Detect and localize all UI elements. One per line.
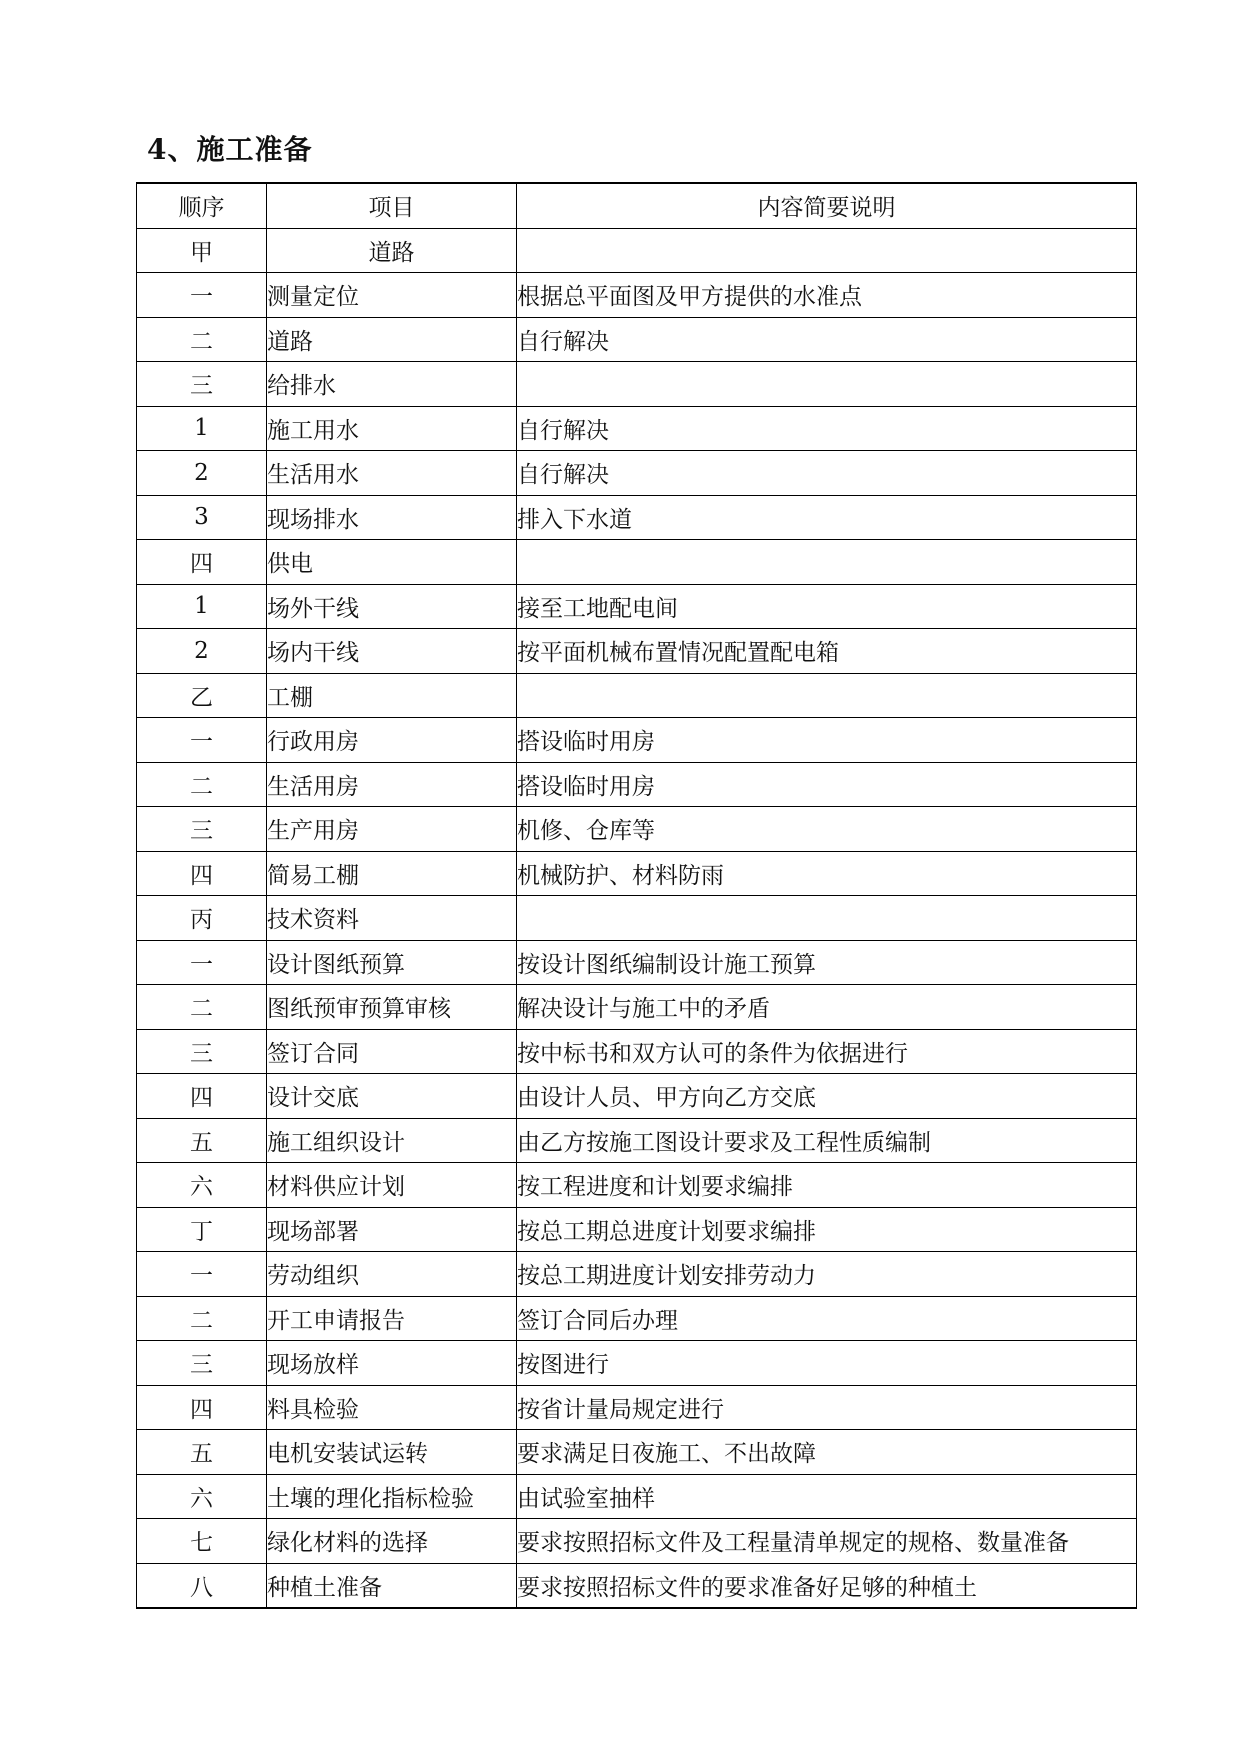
cell-description: 根据总平面图及甲方提供的水准点 xyxy=(517,273,1137,318)
cell-sequence: 六 xyxy=(137,1163,267,1208)
cell-description: 由试验室抽样 xyxy=(517,1474,1137,1519)
cell-sequence: 三 xyxy=(137,362,267,407)
cell-description: 按总工期进度计划安排劳动力 xyxy=(517,1252,1137,1297)
table-row xyxy=(137,1474,1137,1519)
cell-item: 料具检验 xyxy=(267,1385,517,1430)
cell-description: 由乙方按施工图设计要求及工程性质编制 xyxy=(517,1118,1137,1163)
table-row xyxy=(137,896,1137,941)
table-row xyxy=(137,851,1137,896)
table-row xyxy=(137,1430,1137,1475)
cell-item: 现场排水 xyxy=(267,495,517,540)
cell-description: 按平面机械布置情况配置配电箱 xyxy=(517,629,1137,674)
cell-item: 现场放样 xyxy=(267,1341,517,1386)
table-row xyxy=(137,584,1137,629)
table-row xyxy=(137,985,1137,1030)
cell-item: 现场部署 xyxy=(267,1207,517,1252)
table-row xyxy=(137,629,1137,674)
cell-sequence: 三 xyxy=(137,1341,267,1386)
table-row xyxy=(137,495,1137,540)
table-row xyxy=(137,451,1137,496)
table-row xyxy=(137,1563,1137,1608)
cell-description: 由设计人员、甲方向乙方交底 xyxy=(517,1074,1137,1119)
table-row xyxy=(137,1074,1137,1119)
cell-description: 搭设临时用房 xyxy=(517,762,1137,807)
cell-sequence: 一 xyxy=(137,718,267,763)
table-row xyxy=(137,273,1137,318)
cell-item: 行政用房 xyxy=(267,718,517,763)
cell-item: 绿化材料的选择 xyxy=(267,1519,517,1564)
cell-description: 解决设计与施工中的矛盾 xyxy=(517,985,1137,1030)
cell-description: 搭设临时用房 xyxy=(517,718,1137,763)
cell-description: 自行解决 xyxy=(517,317,1137,362)
cell-description: 机修、仓库等 xyxy=(517,807,1137,852)
cell-sequence: 八 xyxy=(137,1563,267,1608)
table-row xyxy=(137,807,1137,852)
table-body xyxy=(137,228,1137,1608)
cell-sequence: 2 xyxy=(137,629,267,674)
cell-sequence: 三 xyxy=(137,807,267,852)
cell-sequence: 丙 xyxy=(137,896,267,941)
cell-item: 生活用水 xyxy=(267,451,517,496)
cell-item: 开工申请报告 xyxy=(267,1296,517,1341)
cell-sequence: 一 xyxy=(137,273,267,318)
cell-item: 给排水 xyxy=(267,362,517,407)
cell-sequence: 五 xyxy=(137,1430,267,1475)
cell-item: 图纸预审预算审核 xyxy=(267,985,517,1030)
cell-sequence: 2 xyxy=(137,451,267,496)
table-row xyxy=(137,718,1137,763)
cell-description: 按设计图纸编制设计施工预算 xyxy=(517,940,1137,985)
cell-item: 签订合同 xyxy=(267,1029,517,1074)
cell-sequence: 四 xyxy=(137,851,267,896)
cell-description xyxy=(517,673,1137,718)
column-header-description: 内容简要说明 xyxy=(517,183,1137,228)
cell-description xyxy=(517,228,1137,273)
cell-item: 供电 xyxy=(267,540,517,585)
table-row xyxy=(137,1207,1137,1252)
table-row xyxy=(137,1341,1137,1386)
cell-sequence: 四 xyxy=(137,1385,267,1430)
cell-sequence: 1 xyxy=(137,584,267,629)
table-row xyxy=(137,1385,1137,1430)
cell-item: 劳动组织 xyxy=(267,1252,517,1297)
cell-sequence: 一 xyxy=(137,940,267,985)
cell-description: 要求按照招标文件的要求准备好足够的种植土 xyxy=(517,1563,1137,1608)
cell-sequence: 3 xyxy=(137,495,267,540)
cell-item: 生产用房 xyxy=(267,807,517,852)
table-row xyxy=(137,1296,1137,1341)
cell-sequence: 一 xyxy=(137,1252,267,1297)
cell-description: 接至工地配电间 xyxy=(517,584,1137,629)
cell-item: 种植土准备 xyxy=(267,1563,517,1608)
table-row xyxy=(137,1519,1137,1564)
cell-sequence: 二 xyxy=(137,985,267,1030)
column-header-item: 项目 xyxy=(267,183,517,228)
cell-description xyxy=(517,540,1137,585)
cell-item: 道路 xyxy=(267,228,517,273)
cell-item: 简易工棚 xyxy=(267,851,517,896)
table-row xyxy=(137,1252,1137,1297)
cell-item: 施工用水 xyxy=(267,406,517,451)
cell-sequence: 七 xyxy=(137,1519,267,1564)
cell-item: 测量定位 xyxy=(267,273,517,318)
cell-item: 技术资料 xyxy=(267,896,517,941)
table-row xyxy=(137,940,1137,985)
section-heading: 4、施工准备 xyxy=(147,133,313,166)
table-row xyxy=(137,228,1137,273)
cell-description: 按工程进度和计划要求编排 xyxy=(517,1163,1137,1208)
cell-sequence: 六 xyxy=(137,1474,267,1519)
table-row xyxy=(137,673,1137,718)
table-row xyxy=(137,317,1137,362)
cell-item: 生活用房 xyxy=(267,762,517,807)
cell-description: 机械防护、材料防雨 xyxy=(517,851,1137,896)
cell-sequence: 乙 xyxy=(137,673,267,718)
table-row xyxy=(137,1029,1137,1074)
cell-sequence: 甲 xyxy=(137,228,267,273)
cell-item: 设计交底 xyxy=(267,1074,517,1119)
cell-item: 工棚 xyxy=(267,673,517,718)
cell-description: 自行解决 xyxy=(517,451,1137,496)
cell-description: 自行解决 xyxy=(517,406,1137,451)
cell-description xyxy=(517,362,1137,407)
cell-item: 场外干线 xyxy=(267,584,517,629)
table-row xyxy=(137,406,1137,451)
cell-sequence: 四 xyxy=(137,540,267,585)
cell-description: 按省计量局规定进行 xyxy=(517,1385,1137,1430)
cell-sequence: 四 xyxy=(137,1074,267,1119)
cell-sequence: 二 xyxy=(137,1296,267,1341)
cell-description: 要求满足日夜施工、不出故障 xyxy=(517,1430,1137,1475)
table-row xyxy=(137,1163,1137,1208)
cell-description: 按图进行 xyxy=(517,1341,1137,1386)
table-row xyxy=(137,540,1137,585)
cell-sequence: 五 xyxy=(137,1118,267,1163)
cell-sequence: 丁 xyxy=(137,1207,267,1252)
column-header-sequence: 顺序 xyxy=(137,183,267,228)
table-row xyxy=(137,762,1137,807)
cell-description: 排入下水道 xyxy=(517,495,1137,540)
cell-description: 按总工期总进度计划要求编排 xyxy=(517,1207,1137,1252)
table-row xyxy=(137,1118,1137,1163)
cell-sequence: 三 xyxy=(137,1029,267,1074)
cell-description: 要求按照招标文件及工程量清单规定的规格、数量准备 xyxy=(517,1519,1137,1564)
cell-item: 场内干线 xyxy=(267,629,517,674)
cell-description: 按中标书和双方认可的条件为依据进行 xyxy=(517,1029,1137,1074)
cell-description: 签订合同后办理 xyxy=(517,1296,1137,1341)
table-row xyxy=(137,362,1137,407)
preparation-table xyxy=(136,182,1137,1609)
cell-sequence: 1 xyxy=(137,406,267,451)
cell-item: 电机安装试运转 xyxy=(267,1430,517,1475)
cell-item: 道路 xyxy=(267,317,517,362)
cell-description xyxy=(517,896,1137,941)
cell-item: 施工组织设计 xyxy=(267,1118,517,1163)
cell-item: 设计图纸预算 xyxy=(267,940,517,985)
cell-item: 土壤的理化指标检验 xyxy=(267,1474,517,1519)
cell-item: 材料供应计划 xyxy=(267,1163,517,1208)
cell-sequence: 二 xyxy=(137,317,267,362)
cell-sequence: 二 xyxy=(137,762,267,807)
table-header-row xyxy=(137,183,1137,228)
